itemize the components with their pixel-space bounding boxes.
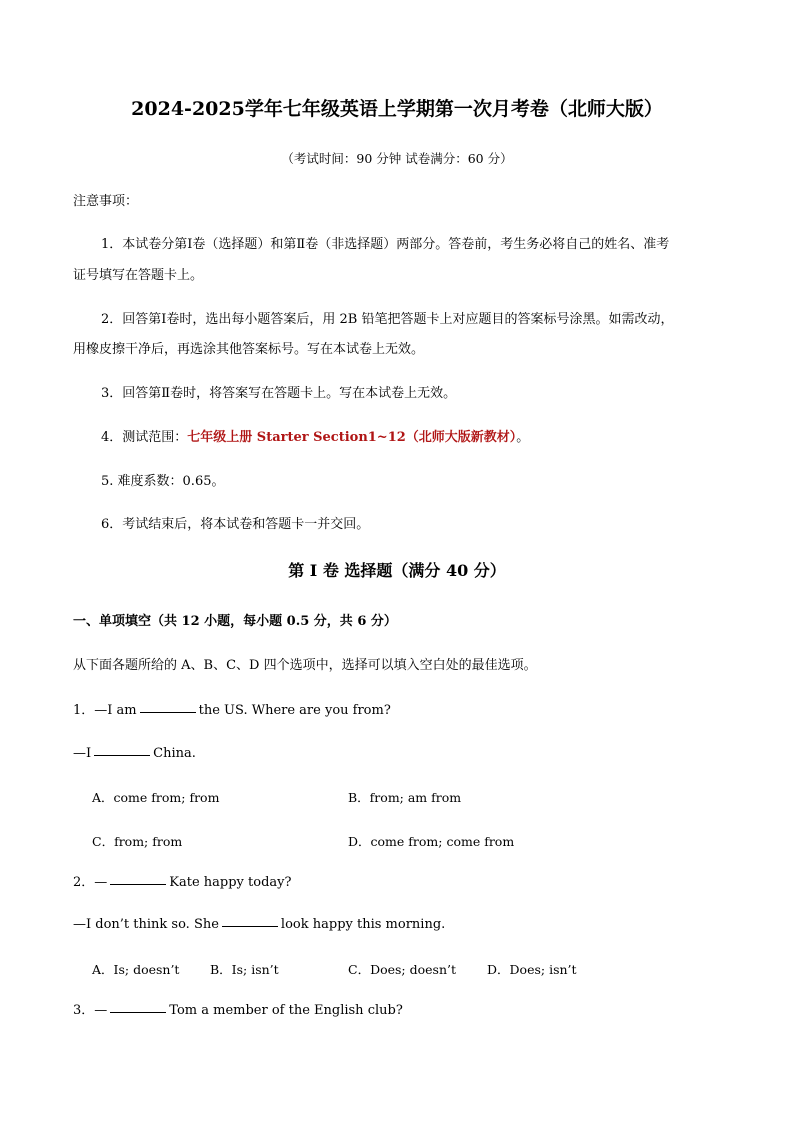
note-2-line-1: 2．回答第Ⅰ卷时，选出每小题答案后，用 2B 铅笔把答题卡上对应题目的答案标号涂黑。如需改动， bbox=[101, 312, 674, 327]
q2-stem-b: Kate happy today? bbox=[169, 875, 292, 890]
q1-option-a: A．come from; from bbox=[92, 790, 220, 805]
question-2-stem bbox=[73, 876, 291, 889]
q2-reply-a: —I don’t think so. She bbox=[73, 917, 219, 932]
note-4-suffix: 。 bbox=[516, 430, 530, 445]
note-1-line-1: 1．本试卷分第Ⅰ卷（选择题）和第Ⅱ卷（非选择题）两部分。答卷前，考生务必将自己的姓名、准考 bbox=[101, 237, 670, 252]
q2-option-c: C．Does; doesn’t bbox=[348, 962, 456, 977]
note-2-line-2: 用橡皮擦干净后，再选涂其他答案标号。写在本试卷上无效。 bbox=[73, 342, 425, 357]
q2-option-a: A．Is; doesn’t bbox=[92, 962, 180, 977]
q1-blank-2 bbox=[94, 754, 150, 756]
note-4-prefix: 4．测试范围： bbox=[101, 430, 188, 445]
q1-reply-b: China. bbox=[153, 746, 196, 761]
q2-stem-a: 2．— bbox=[73, 875, 108, 890]
q2-blank-2 bbox=[222, 925, 278, 927]
q1-blank-1 bbox=[140, 711, 196, 713]
q1-stem-b: the US. Where are you from? bbox=[198, 703, 391, 718]
q1-reply-a: —I bbox=[73, 746, 92, 761]
q1-stem-a: 1．—I am bbox=[73, 703, 137, 718]
exam-title: 2024-2025学年七年级英语上学期第一次月考卷（北师大版） bbox=[131, 98, 663, 120]
q2-blank-1 bbox=[110, 883, 166, 885]
question-1-stem bbox=[73, 704, 391, 717]
note-4-scope: 七年级上册 Starter Section1~12（北师大版新教材） bbox=[187, 430, 517, 445]
notes-heading: 注意事项： bbox=[73, 194, 139, 209]
question-2-reply bbox=[73, 918, 445, 931]
q2-option-b: B．Is; isn’t bbox=[210, 962, 279, 977]
exam-subtitle: （考试时间：90 分钟 试卷满分：60 分） bbox=[281, 151, 513, 166]
q3-blank-1 bbox=[110, 1011, 166, 1013]
q2-reply-b: look happy this morning. bbox=[280, 917, 446, 932]
part-1-instruction: 从下面各题所给的 A、B、C、D 四个选项中，选择可以填入空白处的最佳选项。 bbox=[73, 658, 537, 673]
q3-stem-a: 3．— bbox=[73, 1003, 108, 1018]
q2-option-d: D．Does; isn’t bbox=[487, 962, 577, 977]
question-3-stem bbox=[73, 1004, 403, 1017]
q1-option-b: B．from; am from bbox=[348, 790, 462, 805]
section-1-title: 第 I 卷 选择题（满分 40 分） bbox=[288, 561, 506, 580]
note-6: 6．考试结束后，将本试卷和答题卡一并交回。 bbox=[101, 517, 370, 532]
note-5: 5. 难度系数：0.65。 bbox=[101, 474, 225, 489]
part-1-heading: 一、单项填空（共 12 小题，每小题 0.5 分，共 6 分） bbox=[73, 614, 397, 629]
q1-option-d: D．come from; come from bbox=[348, 834, 515, 849]
q1-option-c: C．from; from bbox=[92, 834, 183, 849]
note-3: 3．回答第Ⅱ卷时，将答案写在答题卡上。写在本试卷上无效。 bbox=[101, 386, 457, 401]
note-4 bbox=[101, 431, 529, 444]
note-1-line-2: 证号填写在答题卡上。 bbox=[73, 268, 204, 283]
question-1-reply bbox=[73, 747, 196, 760]
q3-stem-b: Tom a member of the English club? bbox=[169, 1003, 403, 1018]
